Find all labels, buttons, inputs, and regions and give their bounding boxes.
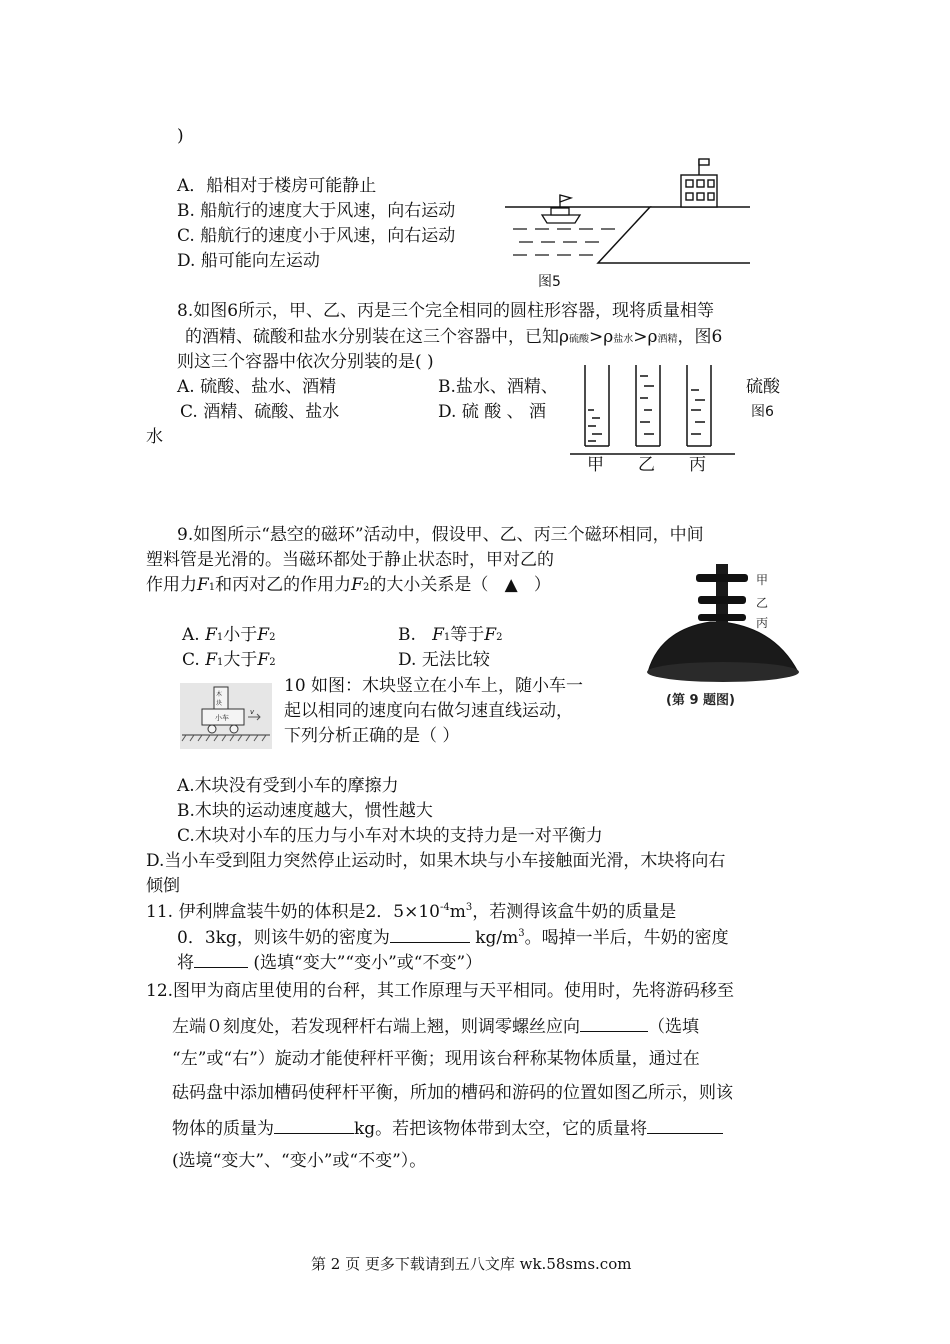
- q7-option-d: D. 船可能向左运动: [177, 251, 320, 271]
- q11-line-2: 0．3kg，则该牛奶的密度为 $kg/m^3$。喝掉一半后，牛奶的密度: [177, 928, 729, 948]
- q10-line-1: 10 如图：木块竖立在小车上，随小车一: [284, 676, 584, 696]
- q8-option-a: A. 硫酸、盐水、酒精: [177, 377, 337, 397]
- q12-line-2: 左端０刻度处，若发现秤杆右端上翘，则调零螺丝应向 （选填: [172, 1017, 699, 1037]
- ring-jia: [696, 574, 748, 582]
- building-icon: [681, 159, 717, 207]
- q11-line-1: 11. 伊利牌盒装牛奶的体积是2．$5\times 10^{-4}m^3$，若测得该盒牛奶的质量是: [146, 902, 677, 922]
- figure-6-label: 图6: [751, 404, 774, 420]
- answer-triangle-icon: ▲: [504, 575, 518, 595]
- jar-yi: [636, 365, 660, 446]
- q7-option-a: A．船相对于楼房可能静止: [177, 176, 377, 196]
- jar-label-yi: 乙: [638, 455, 655, 472]
- ring-yi: [698, 596, 746, 604]
- cart-label: 小车: [215, 714, 229, 722]
- jar-label-jia: 甲: [587, 455, 604, 472]
- q10-line-3: 下列分析正确的是（ ）: [284, 726, 460, 746]
- ring-label-yi: 乙: [756, 596, 769, 610]
- q12-mass-blank[interactable]: [274, 1119, 354, 1134]
- ring-bing: [698, 614, 746, 621]
- q10-option-d-line-2: 倾倒: [146, 876, 180, 896]
- figure-9-floating-rings: [640, 560, 815, 740]
- q12-line-1: 12.图甲为商店里使用的台秤，其工作原理与天平相同。使用时，先将游码移至: [146, 981, 735, 1001]
- figure-9-caption: (第 9 题图): [666, 693, 735, 708]
- q8-option-b: B.盐水、酒精、: [438, 377, 558, 397]
- q9-option-b: B. F1等于F2: [398, 625, 503, 645]
- velocity-label: v: [250, 708, 255, 716]
- figure-5-ship-building: [505, 155, 750, 270]
- figure-5-label: 图5: [538, 274, 561, 290]
- q8-line-1: 8.如图6所示，甲、乙、丙是三个完全相同的圆柱形容器，现将质量相等: [177, 301, 715, 321]
- q9-line-3: 作用力F1和丙对乙的作用力F2的大小关系是（ ▲ ）: [146, 575, 551, 595]
- page-footer: 第 2 页 更多下载请到五八文库 wk.58sms.com: [311, 1255, 632, 1273]
- q10-line-2: 起以相同的速度向右做匀速直线运动，: [284, 701, 573, 721]
- q11-density-blank[interactable]: [390, 928, 470, 943]
- jar-label-bing: 丙: [689, 455, 706, 472]
- q10-option-b: B.木块的运动速度越大，惯性越大: [177, 801, 433, 821]
- q8-option-d-tail: 水: [146, 427, 163, 447]
- q8-option-c: C. 酒精、硫酸、盐水: [180, 402, 340, 422]
- q8-option-d: D. 硫 酸 、 酒: [438, 402, 547, 422]
- q12-space-mass-blank[interactable]: [647, 1119, 723, 1134]
- q10-option-c: C.木块对小车的压力与小车对木块的支持力是一对平衡力: [177, 826, 603, 846]
- q12-line-3: “左”或“右”）旋动才能使秤杆平衡；现用该台秤称某物体质量，通过在: [172, 1049, 700, 1069]
- ship-icon: [542, 195, 580, 223]
- q12-line-5: 物体的质量为 kg。若把该物体带到太空，它的质量将: [172, 1119, 723, 1138]
- q12-direction-blank[interactable]: [580, 1017, 648, 1032]
- q9-option-c: C. F1大于F2: [182, 650, 276, 670]
- q10-option-a: A.木块没有受到小车的摩擦力: [177, 776, 399, 796]
- figure-6-three-jars: [570, 360, 740, 472]
- q7-option-b: B. 船航行的速度大于风速，向右运动: [177, 201, 456, 221]
- figure-10-block-on-cart: [180, 683, 272, 749]
- jar-jia: [585, 365, 609, 446]
- q12-line-6: (选境“变大”、“变小”或“不变”）。: [172, 1151, 427, 1171]
- q9-option-a: A. F1小于F2: [182, 625, 276, 645]
- water-waves: [513, 229, 615, 255]
- q8-option-b-tail: 硫酸: [746, 377, 780, 397]
- q7-closing-paren: ): [177, 126, 184, 146]
- q9-option-d: D. 无法比较: [398, 650, 490, 670]
- jar-bing: [687, 365, 711, 446]
- q9-line-2: 塑料管是光滑的。当磁环都处于静止状态时，甲对乙的: [146, 550, 554, 570]
- q11-line-3: 将 (选填“变大”“变小”或“不变”）: [177, 953, 483, 973]
- q11-change-blank[interactable]: [194, 953, 248, 968]
- q10-option-d-line-1: D.当小车受到阻力突然停止运动时，如果木块与小车接触面光滑，木块将向右: [146, 851, 726, 871]
- q8-line-2: 的酒精、硫酸和盐水分别装在这三个容器中，已知ρ硫酸>ρ盐水>ρ酒精，图6: [185, 327, 723, 347]
- q7-option-c: C. 船航行的速度小于风速，向右运动: [177, 226, 456, 246]
- q12-line-4: 砝码盘中添加槽码使秤杆平衡，所加的槽码和游码的位置如图乙所示，则该: [172, 1083, 733, 1103]
- ring-label-jia: 甲: [756, 573, 769, 587]
- q9-line-1: 9.如图所示“悬空的磁环”活动中，假设甲、乙、丙三个磁环相同，中间: [177, 525, 704, 545]
- q8-line-3: 则这三个容器中依次分别装的是( ): [177, 352, 434, 372]
- block-label-top: 木: [216, 691, 223, 698]
- ring-label-bing: 丙: [756, 616, 769, 630]
- block-label-bottom: 块: [216, 700, 223, 707]
